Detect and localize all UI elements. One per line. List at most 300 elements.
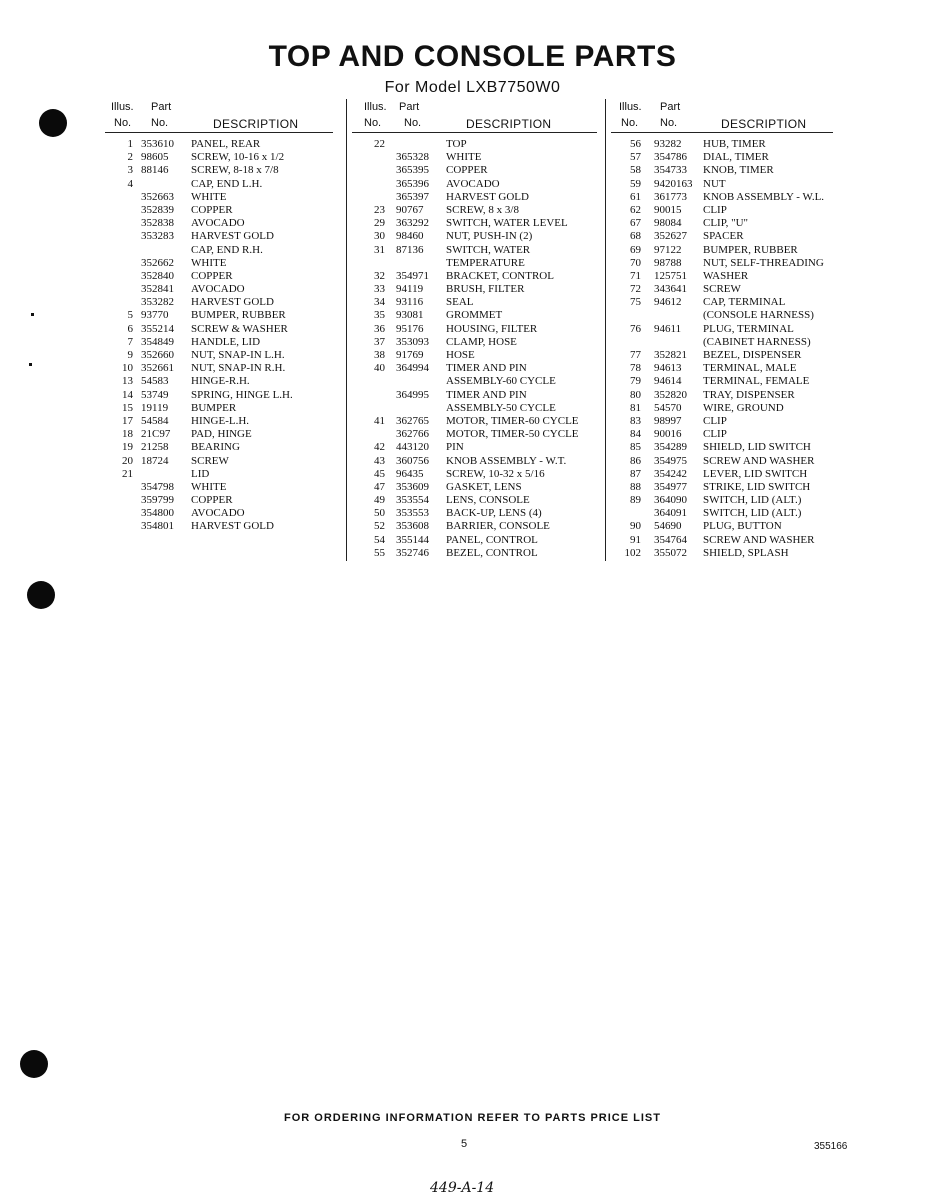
part-number: 354764 — [654, 533, 687, 546]
part-number: 21258 — [141, 441, 169, 454]
table-row — [352, 138, 600, 151]
table-row — [352, 204, 600, 217]
illus-number: 87 — [630, 467, 641, 480]
part-description: SPRING, HINGE L.H. — [191, 388, 293, 401]
table-row — [352, 178, 600, 191]
part-description: WHITE — [191, 480, 227, 493]
part-description: CAP, END R.H. — [191, 243, 263, 256]
table-row — [352, 507, 600, 520]
header-part: Part — [660, 101, 681, 113]
table-row — [611, 230, 841, 243]
illus-number: 91 — [630, 533, 641, 546]
part-description: ASSEMBLY-50 CYCLE — [446, 401, 556, 414]
header-part: Part — [399, 101, 420, 113]
part-description: CLIP — [703, 414, 727, 427]
part-number: 93770 — [141, 309, 169, 322]
illus-number: 76 — [630, 322, 641, 335]
table-row — [105, 296, 340, 309]
table-row — [611, 362, 841, 375]
part-description: HARVEST GOLD — [191, 296, 274, 309]
part-description: BUMPER, RUBBER — [191, 309, 286, 322]
part-number: 21C97 — [141, 428, 171, 441]
header-rule — [105, 132, 333, 133]
table-row — [105, 178, 340, 191]
illus-number: 81 — [630, 401, 641, 414]
part-number: 352820 — [654, 388, 687, 401]
table-row — [611, 468, 841, 481]
part-number: 352746 — [396, 546, 429, 559]
table-row — [105, 309, 340, 322]
table-row — [352, 520, 600, 533]
part-description: HARVEST GOLD — [446, 190, 529, 203]
handwritten-note: 449-A-14 — [430, 1180, 495, 1196]
table-row — [352, 468, 600, 481]
table-row — [352, 481, 600, 494]
illus-number: 67 — [630, 217, 641, 230]
part-number: 353093 — [396, 335, 429, 348]
table-row — [611, 415, 841, 428]
part-number: 354800 — [141, 507, 174, 520]
header-no: No. — [114, 117, 132, 129]
table-row — [105, 389, 340, 402]
part-description: WHITE — [191, 256, 227, 269]
illus-number: 50 — [374, 507, 385, 520]
illus-number: 52 — [374, 520, 385, 533]
part-number: 352839 — [141, 203, 174, 216]
part-description: (CONSOLE HARNESS) — [703, 309, 814, 322]
part-description: NUT, SNAP-IN L.H. — [191, 349, 285, 361]
part-number: 364090 — [654, 494, 687, 507]
part-description: HOUSING, FILTER — [446, 322, 538, 335]
table-row — [105, 270, 340, 283]
part-number: 93116 — [396, 296, 424, 309]
part-description: SCREW, 8-18 x 7/8 — [191, 164, 279, 177]
part-number: 54584 — [141, 414, 169, 427]
part-description: PLUG, BUTTON — [703, 520, 782, 533]
part-number: 364994 — [396, 362, 429, 375]
page-number: 5 — [461, 1138, 468, 1150]
header-part-no: No. — [404, 117, 422, 129]
illus-number: 77 — [630, 349, 641, 361]
part-number: 364995 — [396, 388, 429, 401]
illus-number: 69 — [630, 243, 641, 256]
table-row — [105, 230, 340, 243]
part-description: SPACER — [703, 230, 744, 243]
illus-number: 17 — [122, 414, 133, 427]
part-description: TRAY, DISPENSER — [703, 388, 795, 401]
illus-number: 31 — [374, 243, 385, 256]
part-description: NUT, SNAP-IN R.H. — [191, 362, 286, 375]
part-description: SCREW, 10-32 x 5/16 — [446, 467, 545, 480]
illus-number: 56 — [630, 138, 641, 150]
parts-list — [611, 138, 841, 560]
table-row — [611, 283, 841, 296]
table-row — [352, 441, 600, 454]
illus-number: 57 — [630, 151, 641, 164]
table-row — [352, 244, 600, 257]
part-number: 353282 — [141, 296, 174, 309]
table-row — [352, 283, 600, 296]
illus-number: 68 — [630, 230, 641, 243]
table-row — [611, 164, 841, 177]
part-description: MOTOR, TIMER-50 CYCLE — [446, 428, 579, 441]
illus-number: 9 — [127, 349, 133, 361]
illus-number: 7 — [127, 335, 133, 348]
table-row — [611, 138, 841, 151]
scan-speck — [29, 363, 32, 366]
part-description: TEMPERATURE — [446, 256, 525, 269]
part-number: 352840 — [141, 269, 174, 282]
illus-number: 40 — [374, 362, 385, 375]
part-description: WASHER — [703, 269, 749, 282]
illus-number: 85 — [630, 441, 641, 454]
header-description: DESCRIPTION — [721, 117, 807, 131]
table-row — [105, 481, 340, 494]
table-row — [611, 507, 841, 520]
part-description: COPPER — [191, 269, 233, 282]
part-number: 98997 — [654, 414, 682, 427]
table-row — [611, 547, 841, 560]
header-illus: Illus. — [619, 101, 642, 113]
illus-number: 80 — [630, 388, 641, 401]
part-number: 443120 — [396, 441, 429, 454]
part-number: 125751 — [654, 269, 687, 282]
part-number: 353608 — [396, 520, 429, 533]
part-number: 93282 — [654, 138, 682, 150]
illus-number: 36 — [374, 322, 385, 335]
part-number: 360756 — [396, 454, 429, 467]
table-row — [105, 138, 340, 151]
table-row — [352, 375, 600, 388]
part-description: TERMINAL, FEMALE — [703, 375, 810, 388]
illus-number: 72 — [630, 283, 641, 296]
table-row — [105, 455, 340, 468]
part-number: 352660 — [141, 349, 174, 361]
part-number: 353553 — [396, 507, 429, 520]
illus-number: 20 — [122, 454, 133, 467]
header-no: No. — [621, 117, 639, 129]
table-row — [611, 428, 841, 441]
illus-number: 32 — [374, 269, 385, 282]
part-description: NUT — [703, 177, 726, 190]
part-number: 94614 — [654, 375, 682, 388]
part-number: 354289 — [654, 441, 687, 454]
part-number: 365395 — [396, 164, 429, 177]
part-description: BUMPER, RUBBER — [703, 243, 798, 256]
column-header — [352, 99, 600, 133]
part-number: 54570 — [654, 401, 682, 414]
illus-number: 89 — [630, 494, 641, 507]
table-row — [105, 164, 340, 177]
table-row — [352, 191, 600, 204]
part-description: SWITCH, WATER LEVEL — [446, 217, 568, 230]
illus-number: 70 — [630, 256, 641, 269]
illus-number: 62 — [630, 203, 641, 216]
illus-number: 34 — [374, 296, 385, 309]
illus-number: 10 — [122, 362, 133, 375]
part-description: WHITE — [191, 190, 227, 203]
part-number: 363292 — [396, 217, 429, 230]
illus-number: 83 — [630, 414, 641, 427]
part-number: 98788 — [654, 256, 682, 269]
illus-number: 30 — [374, 230, 385, 243]
illus-number: 29 — [374, 217, 385, 230]
part-description: BEZEL, CONTROL — [446, 546, 538, 559]
part-description: NUT, SELF-THREADING — [703, 256, 824, 269]
table-row — [105, 362, 340, 375]
illus-number: 54 — [374, 533, 385, 546]
table-row — [611, 534, 841, 547]
part-number: 354798 — [141, 480, 174, 493]
header-description: DESCRIPTION — [213, 117, 299, 131]
illus-number: 88 — [630, 480, 641, 493]
part-number: 88146 — [141, 164, 169, 177]
part-description: AVOCADO — [446, 177, 500, 190]
table-row — [105, 520, 340, 533]
table-row — [611, 151, 841, 164]
table-row — [611, 309, 841, 322]
part-number: 355072 — [654, 546, 687, 559]
part-number: 354801 — [141, 520, 174, 533]
illus-number: 102 — [624, 546, 641, 559]
part-description: MOTOR, TIMER-60 CYCLE — [446, 414, 579, 427]
part-description: TERMINAL, MALE — [703, 362, 797, 375]
part-number: 354977 — [654, 480, 687, 493]
part-description: BEARING — [191, 441, 240, 454]
part-description: GASKET, LENS — [446, 480, 522, 493]
illus-number: 79 — [630, 375, 641, 388]
part-description: HINGE-R.H. — [191, 375, 250, 388]
illus-number: 55 — [374, 546, 385, 559]
table-row — [105, 323, 340, 336]
illus-number: 5 — [127, 309, 133, 322]
illus-number: 35 — [374, 309, 385, 322]
part-number: 354786 — [654, 151, 687, 164]
table-row — [352, 270, 600, 283]
part-number: 94613 — [654, 362, 682, 375]
table-row — [105, 402, 340, 415]
table-row — [105, 257, 340, 270]
table-row — [105, 204, 340, 217]
table-row — [352, 428, 600, 441]
part-description: KNOB, TIMER — [703, 164, 774, 177]
binder-hole-middle — [27, 581, 55, 609]
illus-number: 33 — [374, 283, 385, 296]
table-row — [611, 349, 841, 362]
part-number: 359799 — [141, 494, 174, 507]
part-number: 98605 — [141, 151, 169, 164]
table-row — [611, 402, 841, 415]
table-row — [105, 428, 340, 441]
part-description: WIRE, GROUND — [703, 401, 784, 414]
part-description: BARRIER, CONSOLE — [446, 520, 550, 533]
part-number: 352663 — [141, 190, 174, 203]
illus-number: 42 — [374, 441, 385, 454]
table-row — [105, 191, 340, 204]
part-description: STRIKE, LID SWITCH — [703, 480, 811, 493]
part-description: CLIP — [703, 428, 727, 441]
illus-number: 75 — [630, 296, 641, 309]
illus-number: 90 — [630, 520, 641, 533]
part-number: 54583 — [141, 375, 169, 388]
illus-number: 4 — [127, 177, 133, 190]
part-number: 87136 — [396, 243, 424, 256]
scan-speck — [31, 313, 34, 316]
part-number: 54690 — [654, 520, 682, 533]
part-number: 9420163 — [654, 177, 693, 190]
part-description: SCREW, 10-16 x 1/2 — [191, 151, 285, 164]
illus-number: 22 — [374, 138, 385, 150]
table-row — [105, 375, 340, 388]
column-divider — [346, 99, 347, 561]
part-description: COPPER — [191, 494, 233, 507]
table-row — [352, 257, 600, 270]
part-description: AVOCADO — [191, 217, 245, 230]
part-description: BRUSH, FILTER — [446, 283, 525, 296]
part-number: 53749 — [141, 388, 169, 401]
part-number: 94119 — [396, 283, 424, 296]
part-number: 93081 — [396, 309, 424, 322]
part-description: BACK-UP, LENS (4) — [446, 507, 542, 520]
part-description: NUT, PUSH-IN (2) — [446, 230, 533, 243]
table-row — [105, 336, 340, 349]
header-illus: Illus. — [111, 101, 134, 113]
table-row — [352, 534, 600, 547]
part-number: 355214 — [141, 322, 174, 335]
illus-number: 1 — [127, 138, 133, 150]
illus-number: 37 — [374, 335, 385, 348]
table-row — [611, 178, 841, 191]
illus-number: 2 — [127, 151, 133, 164]
table-row — [611, 375, 841, 388]
part-description: HOSE — [446, 349, 475, 361]
table-row — [352, 415, 600, 428]
part-number: 19119 — [141, 401, 169, 414]
illus-number: 13 — [122, 375, 133, 388]
column-header — [611, 99, 841, 133]
table-row — [352, 309, 600, 322]
illus-number: 23 — [374, 203, 385, 216]
part-description: WHITE — [446, 151, 482, 164]
part-number: 353610 — [141, 138, 174, 150]
part-description: DIAL, TIMER — [703, 151, 769, 164]
illus-number: 18 — [122, 428, 133, 441]
table-row — [352, 455, 600, 468]
part-description: PANEL, CONTROL — [446, 533, 538, 546]
part-description: TOP — [446, 138, 467, 150]
part-description: TIMER AND PIN — [446, 362, 527, 375]
part-description: AVOCADO — [191, 507, 245, 520]
illus-number: 47 — [374, 480, 385, 493]
part-number: 98084 — [654, 217, 682, 230]
part-description: HARVEST GOLD — [191, 520, 274, 533]
part-description: GROMMET — [446, 309, 503, 322]
page-title: TOP AND CONSOLE PARTS — [268, 40, 677, 73]
part-number: 343641 — [654, 283, 687, 296]
table-row — [352, 151, 600, 164]
part-description: AVOCADO — [191, 283, 245, 296]
part-number: 354733 — [654, 164, 687, 177]
part-description: (CABINET HARNESS) — [703, 335, 811, 348]
part-description: SWITCH, LID (ALT.) — [703, 507, 802, 520]
table-row — [352, 389, 600, 402]
binder-hole-top — [39, 109, 67, 137]
part-description: LID — [191, 467, 210, 480]
part-description: PIN — [446, 441, 464, 454]
table-row — [105, 507, 340, 520]
document-number: 355166 — [814, 1141, 848, 1152]
table-row — [105, 441, 340, 454]
part-description: SCREW & WASHER — [191, 322, 288, 335]
part-number: 352838 — [141, 217, 174, 230]
part-number: 352841 — [141, 283, 174, 296]
illus-number: 86 — [630, 454, 641, 467]
table-row — [352, 336, 600, 349]
part-description: COPPER — [446, 164, 488, 177]
table-row — [611, 257, 841, 270]
parts-list — [105, 138, 340, 534]
column-divider — [605, 99, 606, 561]
part-number: 362766 — [396, 428, 429, 441]
table-row — [352, 217, 600, 230]
part-number: 353283 — [141, 230, 174, 243]
table-row — [352, 349, 600, 362]
part-description: TIMER AND PIN — [446, 388, 527, 401]
illus-number: 41 — [374, 414, 385, 427]
part-description: BEZEL, DISPENSER — [703, 349, 802, 361]
table-row — [611, 296, 841, 309]
part-number: 97122 — [654, 243, 682, 256]
ordering-note: FOR ORDERING INFORMATION REFER TO PARTS PRICE LIST — [284, 1112, 661, 1124]
table-row — [105, 415, 340, 428]
parts-column-1 — [105, 99, 340, 533]
illus-number: 43 — [374, 454, 385, 467]
part-number: 355144 — [396, 533, 429, 546]
part-number: 90016 — [654, 428, 682, 441]
part-description: PLUG, TERMINAL — [703, 322, 794, 335]
part-number: 354242 — [654, 467, 687, 480]
part-number: 90015 — [654, 203, 682, 216]
table-row — [611, 520, 841, 533]
part-description: BUMPER — [191, 401, 237, 414]
part-number: 352821 — [654, 349, 687, 361]
part-number: 354975 — [654, 454, 687, 467]
table-row — [352, 362, 600, 375]
table-row — [352, 494, 600, 507]
part-description: CAP, TERMINAL — [703, 296, 786, 309]
parts-list — [352, 138, 600, 560]
table-row — [611, 191, 841, 204]
header-no: No. — [364, 117, 382, 129]
table-row — [611, 217, 841, 230]
table-row — [105, 244, 340, 257]
part-number: 365328 — [396, 151, 429, 164]
parts-column-3 — [611, 99, 841, 559]
part-number: 94612 — [654, 296, 682, 309]
part-description: HINGE-L.H. — [191, 414, 250, 427]
illus-number: 78 — [630, 362, 641, 375]
header-part: Part — [151, 101, 172, 113]
part-description: SWITCH, LID (ALT.) — [703, 494, 802, 507]
table-row — [105, 217, 340, 230]
table-row — [352, 230, 600, 243]
header-part-no: No. — [151, 117, 169, 129]
part-description: CAP, END L.H. — [191, 177, 263, 190]
illus-number: 61 — [630, 190, 641, 203]
header-part-no: No. — [660, 117, 678, 129]
part-description: PANEL, REAR — [191, 138, 261, 150]
table-row — [611, 270, 841, 283]
